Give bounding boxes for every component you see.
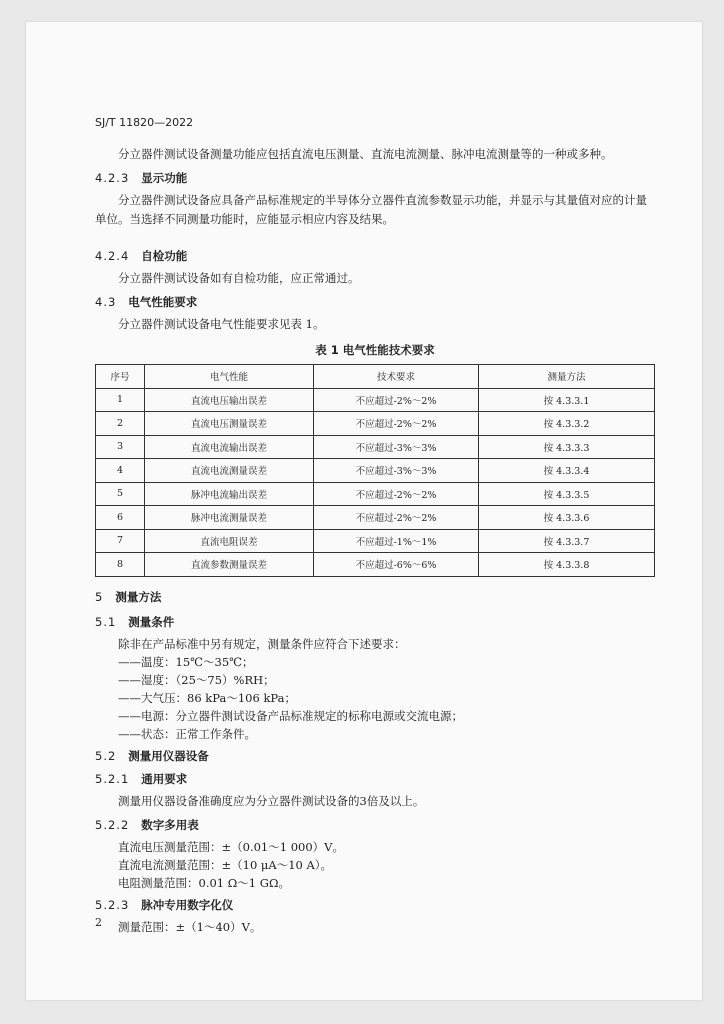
table-header-row <box>96 365 655 389</box>
table-cell: 2 <box>96 412 145 436</box>
list-item: ——湿度：（25～75）%RH； <box>118 672 275 687</box>
section-5-2-1-heading <box>95 769 655 789</box>
section-number: 5.2.2 <box>95 817 130 832</box>
section-title: 测量方法 <box>115 589 162 604</box>
table-cell: 不应超过-2%～2% <box>314 506 479 530</box>
table-row <box>96 388 655 412</box>
table-cell: 按 4.3.3.4 <box>479 459 655 483</box>
list-item: ——大气压：86 kPa～106 kPa； <box>118 690 296 705</box>
section-number: 4.2.4 <box>95 249 130 263</box>
table-cell: 不应超过-2%～2% <box>314 412 479 436</box>
table-cell: 不应超过-2%～2% <box>314 388 479 412</box>
table-cell: 脉冲电流测量误差 <box>145 506 314 530</box>
section-number: 5.2 <box>95 748 117 763</box>
table-cell: 不应超过-1%～1% <box>314 529 479 553</box>
table-cell: 按 4.3.3.8 <box>479 553 655 577</box>
multimeter-ranges <box>95 838 655 892</box>
section-number: 5 <box>95 589 104 604</box>
measurement-conditions <box>95 635 655 743</box>
section-5-2-3-heading <box>95 895 655 915</box>
section-title: 测量条件 <box>128 614 175 629</box>
table-cell: 直流电阻误差 <box>145 529 314 553</box>
table-body <box>96 388 655 576</box>
table-cell: 不应超过-3%～3% <box>314 435 479 459</box>
section-5-2-3-text: 测量范围：±（1～40）V。 <box>118 919 262 934</box>
table-row <box>96 553 655 577</box>
document-page <box>26 22 702 1000</box>
table-cell: 6 <box>96 506 145 530</box>
section-title: 测量用仪器设备 <box>128 748 209 763</box>
table-cell: 按 4.3.3.3 <box>479 435 655 459</box>
table-cell: 直流电流测量误差 <box>145 459 314 483</box>
section-4-2-3-heading <box>95 168 655 188</box>
table-cell: 按 4.3.3.7 <box>479 529 655 553</box>
section-number: 5.1 <box>95 614 117 629</box>
table-cell: 3 <box>96 435 145 459</box>
electrical-performance-table <box>95 364 655 577</box>
section-title: 脉冲专用数字化仪 <box>141 897 234 912</box>
table-cell: 4 <box>96 459 145 483</box>
list-item: 电阻测量范围：0.01 Ω～1 GΩ。 <box>118 875 290 890</box>
section-title: 数字多用表 <box>141 817 199 832</box>
section-number: 4.3 <box>95 295 117 309</box>
list-item: ——状态：正常工作条件。 <box>118 726 256 741</box>
table-cell: 直流电压测量误差 <box>145 412 314 436</box>
table-cell: 7 <box>96 529 145 553</box>
section-number: 5.2.1 <box>95 771 130 786</box>
section-4-3-text: 分立器件测试设备电气性能要求见表 1。 <box>118 317 325 331</box>
column-header: 测量方法 <box>479 365 655 389</box>
table-row <box>96 529 655 553</box>
section-5-1-heading <box>95 612 655 632</box>
table-row <box>96 506 655 530</box>
table-cell: 8 <box>96 553 145 577</box>
page-content <box>95 116 655 941</box>
list-item: ——电源：分立器件测试设备产品标准规定的标称电源或交流电源； <box>118 708 463 723</box>
column-header: 序号 <box>96 365 145 389</box>
section-5-heading <box>95 587 655 607</box>
table-cell: 5 <box>96 482 145 506</box>
table-row <box>96 435 655 459</box>
list-item: 直流电流测量范围：±（10 μA～10 A）。 <box>118 857 333 872</box>
table-cell: 不应超过-2%～2% <box>314 482 479 506</box>
section-4-2-3-text: 分立器件测试设备应具备产品标准规定的半导体分立器件直流参数显示功能，并显示与其量值对应的计量单位。当选择不同测量功能时，应能显示相应内容及结果。 <box>95 193 647 226</box>
column-header: 技术要求 <box>314 365 479 389</box>
table-cell: 直流电流输出误差 <box>145 435 314 459</box>
table-row <box>96 412 655 436</box>
section-5-2-2-heading <box>95 815 655 835</box>
list-item: ——温度：15℃～35℃； <box>118 654 254 669</box>
table-cell: 直流参数测量误差 <box>145 553 314 577</box>
table-caption: 表 1 电气性能技术要求 <box>315 343 435 357</box>
list-item: 直流电压测量范围：±（0.01～1 000）V。 <box>118 839 344 854</box>
table-cell: 按 4.3.3.1 <box>479 388 655 412</box>
section-title: 电气性能要求 <box>128 295 198 309</box>
section-4-2-4-text: 分立器件测试设备如有自检功能，应正常通过。 <box>118 271 360 285</box>
section-number: 4.2.3 <box>95 171 130 185</box>
section-4-3-heading <box>95 292 655 312</box>
section-number: 5.2.3 <box>95 897 130 912</box>
intro-paragraph: 分立器件测试设备测量功能应包括直流电压测量、直流电流测量、脉冲电流测量等的一种或多种。 <box>118 147 613 161</box>
table-row <box>96 459 655 483</box>
section-title: 通用要求 <box>141 771 188 786</box>
column-header: 电气性能 <box>145 365 314 389</box>
section-title: 显示功能 <box>141 171 188 185</box>
table-cell: 按 4.3.3.5 <box>479 482 655 506</box>
section-4-2-4-heading <box>95 246 655 266</box>
table-cell: 按 4.3.3.2 <box>479 412 655 436</box>
table-cell: 脉冲电流输出误差 <box>145 482 314 506</box>
table-cell: 不应超过-3%～3% <box>314 459 479 483</box>
table-cell: 不应超过-6%～6% <box>314 553 479 577</box>
section-5-2-1-text: 测量用仪器设备准确度应为分立器件测试设备的3倍及以上。 <box>118 793 425 808</box>
conditions-intro: 除非在产品标准中另有规定，测量条件应符合下述要求： <box>118 636 406 651</box>
section-5-2-heading <box>95 746 655 766</box>
table-row <box>96 482 655 506</box>
table-cell: 按 4.3.3.6 <box>479 506 655 530</box>
standard-header: SJ/T 11820—2022 <box>95 116 194 129</box>
table-cell: 1 <box>96 388 145 412</box>
section-title: 自检功能 <box>141 249 188 263</box>
table-cell: 直流电压输出误差 <box>145 388 314 412</box>
page-number: 2 <box>95 916 102 929</box>
